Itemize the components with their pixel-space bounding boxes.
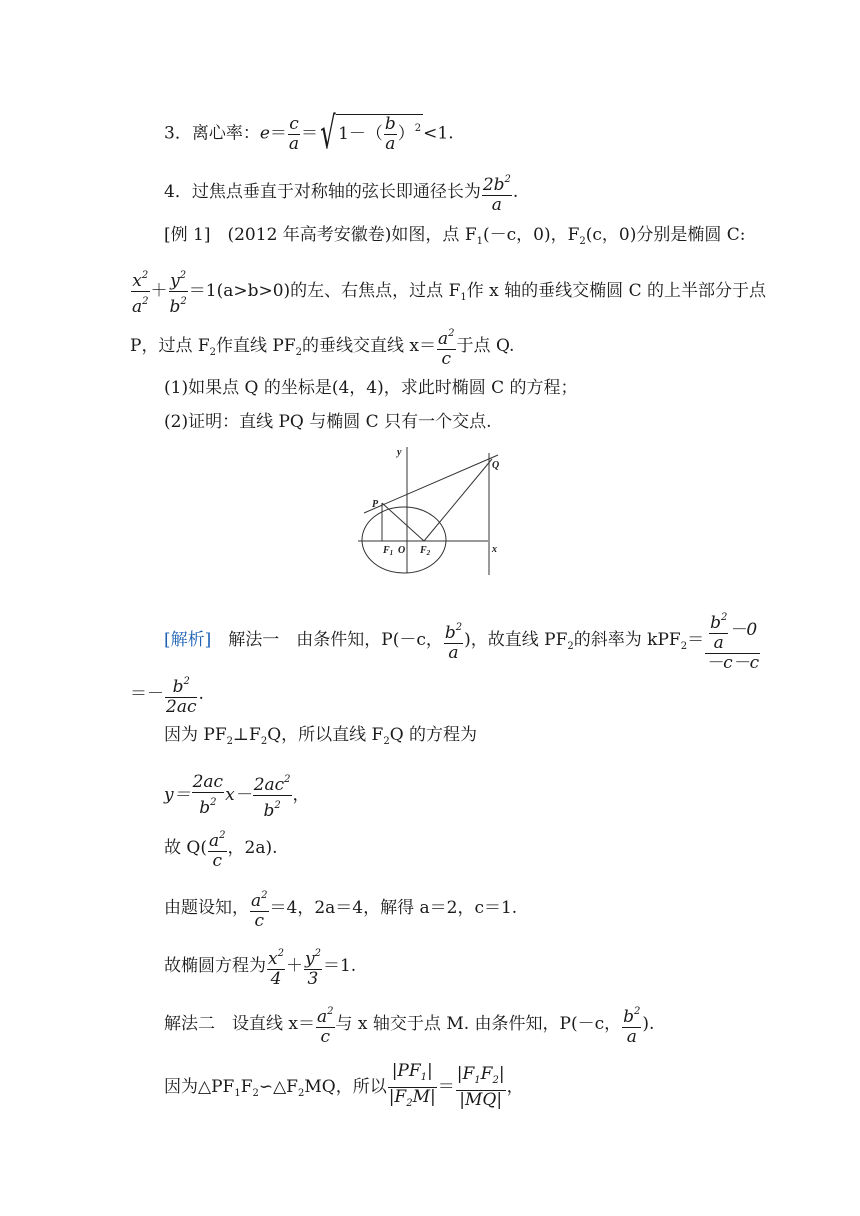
t: |PF <box>391 1061 421 1081</box>
num <box>622 1002 641 1028</box>
f: F <box>383 545 390 556</box>
solution-line-5 <box>164 826 278 871</box>
solution-line-1 <box>164 608 761 673</box>
solution-tag: [解析] <box>164 630 212 650</box>
segment-f2q <box>424 459 492 541</box>
example-line-2: $\frac{x^2}{a^2}$ ＋ $\frac{y^2}{b^2}$ ＝1(a>b>0)的左、右焦点，过点 $F_1$作 x 轴的垂线交椭圆 C 的上半部分于点 <box>130 266 766 317</box>
close-paren: ） <box>397 124 415 144</box>
one-minus: 1－（ <box>338 124 383 144</box>
t: 的斜率为 kPF <box>573 630 681 650</box>
den: a <box>448 643 459 663</box>
num <box>131 266 150 292</box>
t: －0 <box>729 620 758 640</box>
num: $|PF_1|$ <box>388 1062 437 1088</box>
e-symbol: e <box>259 123 270 144</box>
sub: 2 <box>209 347 217 358</box>
sub: 2 <box>406 1098 413 1109</box>
sq: 2 <box>180 296 187 307</box>
sub: 1 <box>474 1075 481 1086</box>
t: 因为 PF <box>164 725 227 745</box>
equals: ＝ <box>269 123 287 144</box>
t: 的垂线交直线 x＝ <box>302 336 437 356</box>
num: b <box>384 114 396 134</box>
sub: 2 <box>252 1088 259 1099</box>
t: b <box>172 677 184 697</box>
y-label: y <box>397 447 402 458</box>
t: 故椭圆方程为 <box>164 956 266 976</box>
p-label: P <box>372 499 379 510</box>
den: －c－c <box>706 653 760 673</box>
den <box>388 1088 437 1113</box>
t: a <box>317 1007 328 1027</box>
den <box>253 796 292 821</box>
t: a <box>208 831 220 851</box>
example-line-1 <box>164 224 746 253</box>
example-tag: [例 1] <box>164 225 211 245</box>
t: 解法一 由条件知，P(－c， <box>228 630 443 650</box>
s: 2 <box>426 549 431 557</box>
solution-line-2 <box>130 672 204 717</box>
t: 作 x 轴的垂线交椭圆 C 的上半部分于点 <box>466 281 766 301</box>
y2-over-3 <box>304 944 322 989</box>
ellipse-figure <box>356 445 504 575</box>
latus-rectum-line <box>164 170 518 215</box>
sub: 2 <box>680 641 688 652</box>
t: Q，所以直线 F <box>267 725 384 745</box>
q-label: Q <box>492 460 500 471</box>
den: 2ac <box>166 697 197 717</box>
den: a <box>713 633 724 653</box>
num <box>253 770 292 796</box>
solution-line-6 <box>164 886 517 931</box>
t: 2ac <box>253 775 285 795</box>
den: a <box>385 134 396 154</box>
equals2: ＝ <box>301 123 319 144</box>
t: y＝ <box>164 785 191 805</box>
den: c <box>320 1027 331 1047</box>
x-label: x <box>492 544 497 555</box>
sq: 2 <box>261 890 268 901</box>
f2-label <box>419 545 431 557</box>
sq: 2 <box>142 296 149 307</box>
t: a <box>132 297 143 317</box>
sub: 1 <box>476 236 483 247</box>
t: ，2a). <box>227 838 278 858</box>
sub: 2 <box>226 736 234 747</box>
sq: 2 <box>179 270 187 281</box>
t: ， <box>292 785 310 805</box>
item3-label: 3．离心率： <box>164 123 260 144</box>
t: (c，0)分别是椭圆 C: <box>585 225 746 245</box>
den: c <box>441 349 452 369</box>
t: (－c，0)，F <box>483 225 580 245</box>
sq: 2 <box>327 1006 334 1017</box>
solution-line-7 <box>164 944 356 989</box>
t: 于点 Q. <box>456 336 515 356</box>
t: ， <box>506 1077 524 1097</box>
item4-text: 4．过焦点垂直于对称轴的弦长即通径长为 <box>164 182 481 202</box>
b2-over-2ac <box>165 672 197 717</box>
t: (2012 年高考安徽卷)如图，点 F <box>227 225 477 245</box>
tangent-line-pq <box>364 455 498 513</box>
t: b <box>169 297 181 317</box>
t: ＝－ <box>130 684 164 704</box>
num <box>482 170 512 196</box>
den: a <box>491 195 502 215</box>
x2-over-4 <box>267 944 285 989</box>
f: F <box>420 545 427 556</box>
den <box>169 292 188 317</box>
radicand <box>336 114 423 154</box>
t: P，过点 F <box>130 336 210 356</box>
t: ＝1. <box>322 956 357 976</box>
t: b <box>444 623 456 643</box>
t: ＝1(a>b>0)的左、右焦点，过点 F <box>188 281 461 301</box>
sq: 2 <box>455 622 463 633</box>
t: y <box>170 271 180 291</box>
t: ∽△F <box>258 1077 298 1097</box>
t: ). <box>642 1014 655 1034</box>
a2-over-c <box>208 826 227 871</box>
ratio-2 <box>456 1065 506 1110</box>
a2-over-c <box>316 1002 335 1047</box>
square: 2 <box>414 123 422 134</box>
num <box>250 886 269 912</box>
question-2 <box>164 411 491 433</box>
t: a <box>438 329 449 349</box>
t: 由题设知， <box>164 898 249 918</box>
slope-fraction <box>705 608 760 673</box>
den: c <box>254 911 265 931</box>
x2-over-a2 <box>131 266 150 317</box>
t: F <box>480 1064 493 1084</box>
num <box>165 672 197 698</box>
sub: 2 <box>297 1088 305 1099</box>
sq: 2 <box>274 800 281 811</box>
den: a <box>626 1027 637 1047</box>
a2-over-c <box>250 886 269 931</box>
t: )，故直线 PF <box>464 630 568 650</box>
num: $|F_1F_2|$ <box>456 1065 506 1091</box>
num: c <box>289 113 299 134</box>
num: 2ac <box>192 772 224 792</box>
sqrt-icon: √ <box>320 108 336 159</box>
num <box>208 826 227 852</box>
s: 1 <box>389 549 394 557</box>
two-b2-over-a <box>482 170 512 215</box>
t: 故 Q( <box>164 838 207 858</box>
t: 因为△PF <box>164 1077 235 1097</box>
t: 作直线 PF <box>216 336 296 356</box>
sq: 2 <box>634 1006 641 1017</box>
t: 与 x 轴交于点 M. 由条件知，P(－c， <box>335 1014 622 1034</box>
t: |F <box>388 1087 407 1107</box>
f1-label <box>382 545 393 557</box>
sq: 2 <box>314 948 321 959</box>
t: b <box>199 798 211 818</box>
frac-2ac2-b2 <box>253 770 292 821</box>
num <box>444 618 463 644</box>
t: ＝ <box>437 1077 455 1097</box>
num <box>169 266 188 292</box>
sq: 2 <box>448 328 455 339</box>
t: x <box>268 949 278 969</box>
y2-over-b2 <box>169 266 188 317</box>
sq: 2 <box>504 174 511 185</box>
t: ＋ <box>285 956 303 976</box>
t: (1)如果点 Q 的坐标是(4，4)，求此时椭圆 C 的方程； <box>164 378 578 398</box>
solution-line-9 <box>164 1062 524 1113</box>
frac-2ac-b2 <box>192 773 224 818</box>
t: M| <box>412 1087 436 1107</box>
o-label: O <box>398 545 406 556</box>
a2-over-c <box>437 324 456 369</box>
sq: 2 <box>277 948 284 959</box>
t: (2)证明：直线 PQ 与椭圆 C 只有一个交点. <box>164 412 492 432</box>
t: MQ，所以 <box>304 1077 387 1097</box>
num <box>267 944 285 970</box>
ellipse <box>362 507 446 573</box>
sub: 2 <box>492 1075 499 1086</box>
sq: 2 <box>141 270 149 281</box>
b2-over-a <box>622 1002 641 1047</box>
num <box>304 944 322 970</box>
b2-over-a <box>444 618 463 663</box>
den <box>192 793 224 818</box>
den: a <box>288 133 300 154</box>
sub: 2 <box>260 736 268 747</box>
den: 3 <box>307 969 319 989</box>
c-over-a <box>288 115 300 154</box>
num <box>709 608 728 634</box>
eccentricity-line <box>164 108 454 159</box>
den: c <box>212 851 222 871</box>
t: ⊥F <box>233 725 261 745</box>
t: b <box>710 613 721 633</box>
t: y <box>304 949 315 969</box>
num <box>316 1002 335 1028</box>
num <box>705 608 760 654</box>
sub: 2 <box>567 641 574 652</box>
question-1 <box>164 377 578 399</box>
sq: 2 <box>720 612 728 623</box>
sub: 2 <box>383 736 390 747</box>
sub: 1 <box>420 1072 428 1083</box>
sq: 2 <box>183 676 190 687</box>
less-than-one: <1. <box>423 123 454 144</box>
b-over-a <box>384 115 397 154</box>
sq: 2 <box>284 774 291 785</box>
t: x <box>132 271 142 291</box>
den: |MQ| <box>459 1090 503 1110</box>
solution-line-3 <box>164 724 477 753</box>
example-line-3 <box>130 324 514 369</box>
t: b <box>263 801 275 821</box>
t: x－ <box>225 785 252 805</box>
sub: 1 <box>460 292 467 303</box>
t: 解法二 设直线 x＝ <box>164 1014 315 1034</box>
sq: 2 <box>210 797 217 808</box>
num-text: 2b <box>482 175 505 195</box>
inner-frac <box>709 608 728 653</box>
t: |F <box>456 1064 475 1084</box>
sub: 2 <box>295 347 303 358</box>
ratio-1 <box>388 1062 437 1113</box>
dot: . <box>512 182 519 202</box>
num <box>437 324 456 350</box>
sq: 2 <box>219 830 226 841</box>
t: a <box>251 891 262 911</box>
t: Q 的方程为 <box>389 725 478 745</box>
sub: 1 <box>234 1088 241 1099</box>
t: F <box>240 1077 253 1097</box>
sub: 2 <box>579 236 586 247</box>
t: b <box>623 1007 635 1027</box>
den: 4 <box>270 969 282 989</box>
t: . <box>198 684 204 704</box>
den <box>131 292 150 317</box>
t: ＝4，2a＝4，解得 a＝2，c＝1. <box>269 898 518 918</box>
solution-line-8 <box>164 1002 654 1047</box>
t: ＝ <box>687 630 705 650</box>
solution-line-4 <box>164 770 310 821</box>
